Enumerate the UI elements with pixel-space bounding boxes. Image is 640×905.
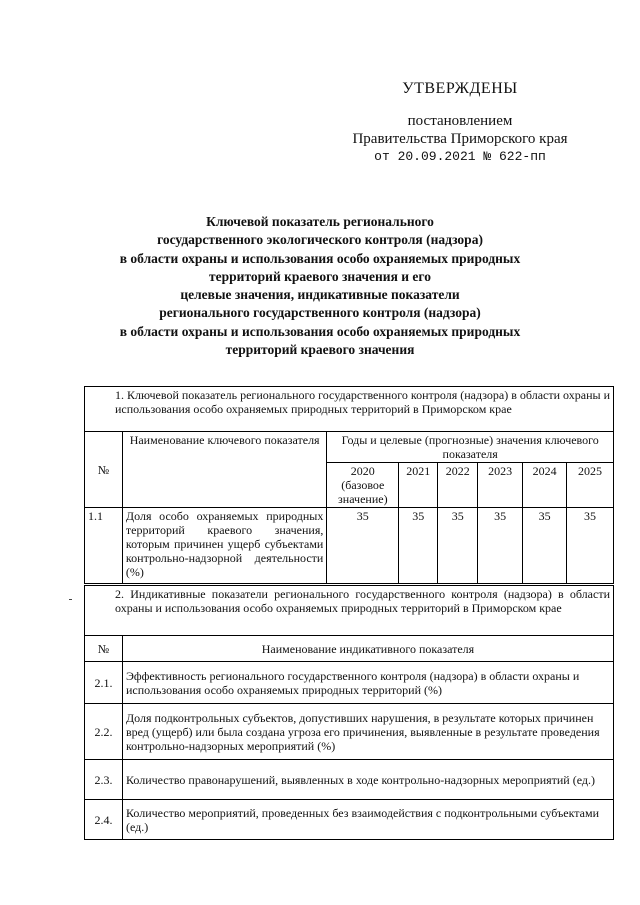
value-2021: 35	[399, 508, 438, 584]
title-line: государственного экологического контроля (надзора)	[157, 232, 483, 248]
row-number: 2.3.	[85, 760, 123, 800]
col-header-indicative-name: Наименование индикативного показателя	[122, 636, 613, 662]
col-header-years: Годы и целевые (прогнозные) значения ключевого показателя	[327, 432, 614, 463]
row-number: 1.1	[85, 508, 123, 584]
row-number: 2.1.	[85, 662, 123, 704]
title-line: Ключевой показатель регионального	[206, 214, 434, 229]
year-header-2022: 2022	[438, 463, 478, 508]
indicator-name: Доля особо охраняемых природных территорий краевого значения, которым причинен ущерб субъектами контрольно-надзорной деятельности (%)	[122, 508, 326, 584]
year-header-2020: 2020 (базовое значение)	[327, 463, 399, 508]
scan-speck	[69, 599, 72, 600]
value-2022: 35	[438, 508, 478, 584]
document-title	[90, 213, 550, 359]
title-line: территорий краевого значения	[225, 342, 415, 358]
approval-block	[345, 80, 575, 166]
key-indicator-section-title: 1. Ключевой показатель регионального государственного контроля (надзора) в области охраны и использования особо охраняемых природных территорий в Приморском крае	[85, 387, 614, 432]
row-number: 2.2.	[85, 704, 123, 760]
year-header-2025: 2025	[567, 463, 614, 508]
value-2025: 35	[567, 508, 614, 584]
value-2024: 35	[523, 508, 567, 584]
indicator-text: Доля подконтрольных субъектов, допустивших нарушения, в результате которых причинен вред (ущерб) или была создана угроза его причинения, выявленные в результате проведения контрольно-надзорных мероприятий (%)	[122, 704, 613, 760]
col-header-indicator-name: Наименование ключевого показателя	[122, 432, 326, 508]
approval-line-1: постановлением	[407, 113, 513, 129]
col-header-number: №	[85, 432, 123, 508]
indicator-text: Эффективность регионального государственного контроля (надзора) в области охраны и использования особо охраняемых природных территорий (%)	[122, 662, 613, 704]
indicator-text: Количество мероприятий, проведенных без взаимодействия с подконтрольными субъектами (ед.)	[122, 800, 613, 840]
col-header-number: №	[85, 636, 123, 662]
indicative-indicators-table	[84, 585, 614, 840]
approval-line-3: от 20.09.2021 № 622-пп	[374, 149, 546, 164]
year-header-2023: 2023	[478, 463, 523, 508]
value-2023: 35	[478, 508, 523, 584]
title-line: в области охраны и использования особо охраняемых природных	[119, 323, 521, 339]
title-line: целевые значения, индикативные показатели	[180, 287, 460, 303]
indicator-text: Количество правонарушений, выявленных в ходе контрольно-надзорных мероприятий (ед.)	[122, 760, 613, 800]
title-line: территорий краевого значения и его	[209, 268, 431, 284]
indicative-section-title: 2. Индикативные показатели регионального государственного контроля (надзора) в области охраны и использования особо охраняемых природных территорий в Приморском крае	[85, 586, 614, 636]
approval-heading: УТВЕРЖДЕНЫ	[402, 80, 518, 97]
approval-line-2: Правительства Приморского края	[352, 131, 568, 147]
title-line: регионального государственного контроля (надзора)	[159, 305, 481, 321]
title-line: в области охраны и использования особо охраняемых природных	[119, 250, 521, 266]
year-header-2024: 2024	[523, 463, 567, 508]
key-indicator-table	[84, 386, 614, 584]
row-number: 2.4.	[85, 800, 123, 840]
year-header-2021: 2021	[399, 463, 438, 508]
value-2020: 35	[327, 508, 399, 584]
